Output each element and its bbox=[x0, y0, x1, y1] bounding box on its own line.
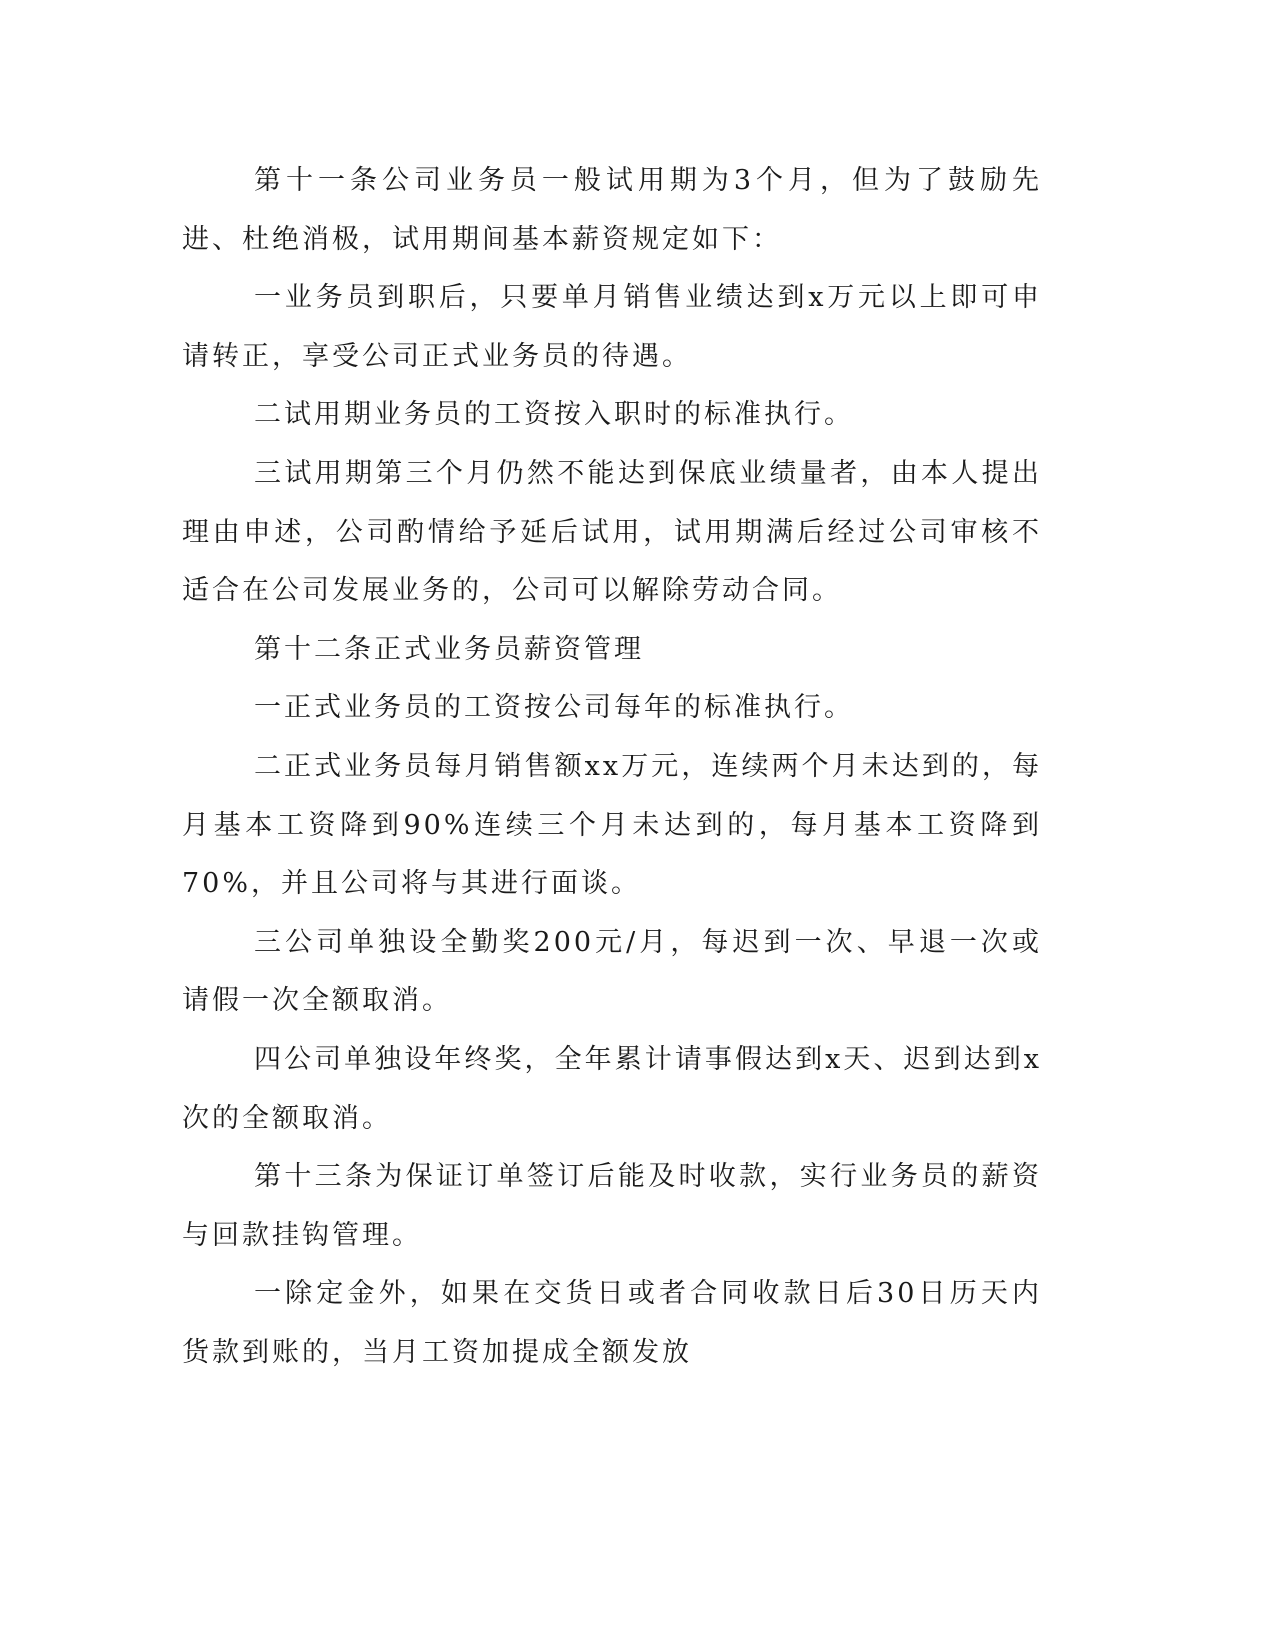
paragraph-item-1: 一除定金外，如果在交货日或者合同收款日后30日历天内货款到账的，当月工资加提成全额发放 bbox=[182, 1278, 1042, 1368]
paragraph-item-3: 三公司单独设全勤奖200元/月，每迟到一次、早退一次或请假一次全额取消。 bbox=[182, 926, 1042, 1017]
paragraph-article-12: 第十二条正式业务员薪资管理 bbox=[254, 633, 644, 665]
paragraph-item-1: 一正式业务员的工资按公司每年的标准执行。 bbox=[254, 692, 854, 724]
document-body bbox=[182, 152, 1042, 1382]
paragraph-article-13: 第十三条为保证订单签订后能及时收款，实行业务员的薪资与回款挂钩管理。 bbox=[182, 1161, 1042, 1251]
paragraph-item-1: 一业务员到职后，只要单月销售业绩达到x万元以上即可申请转正，享受公司正式业务员的待遇。 bbox=[182, 282, 1042, 372]
paragraph-item-3: 三试用期第三个月仍然不能达到保底业绩量者，由本人提出理由申述，公司酌情给予延后试用，试用期满后经过公司审核不适合在公司发展业务的，公司可以解除劳动合同。 bbox=[182, 457, 1042, 607]
paragraph-item-4: 四公司单独设年终奖，全年累计请事假达到x天、迟到达到x次的全额取消。 bbox=[182, 1043, 1042, 1134]
paragraph-item-2: 二试用期业务员的工资按入职时的标准执行。 bbox=[254, 399, 854, 431]
paragraph-item-2: 二正式业务员每月销售额xx万元，连续两个月未达到的，每月基本工资降到90%连续三个月未达到的，每月基本工资降到70%，并且公司将与其进行面谈。 bbox=[182, 750, 1042, 900]
paragraph-article-11: 第十一条公司业务员一般试用期为3个月，但为了鼓励先进、杜绝消极，试用期间基本薪资规定如下： bbox=[182, 165, 1042, 255]
